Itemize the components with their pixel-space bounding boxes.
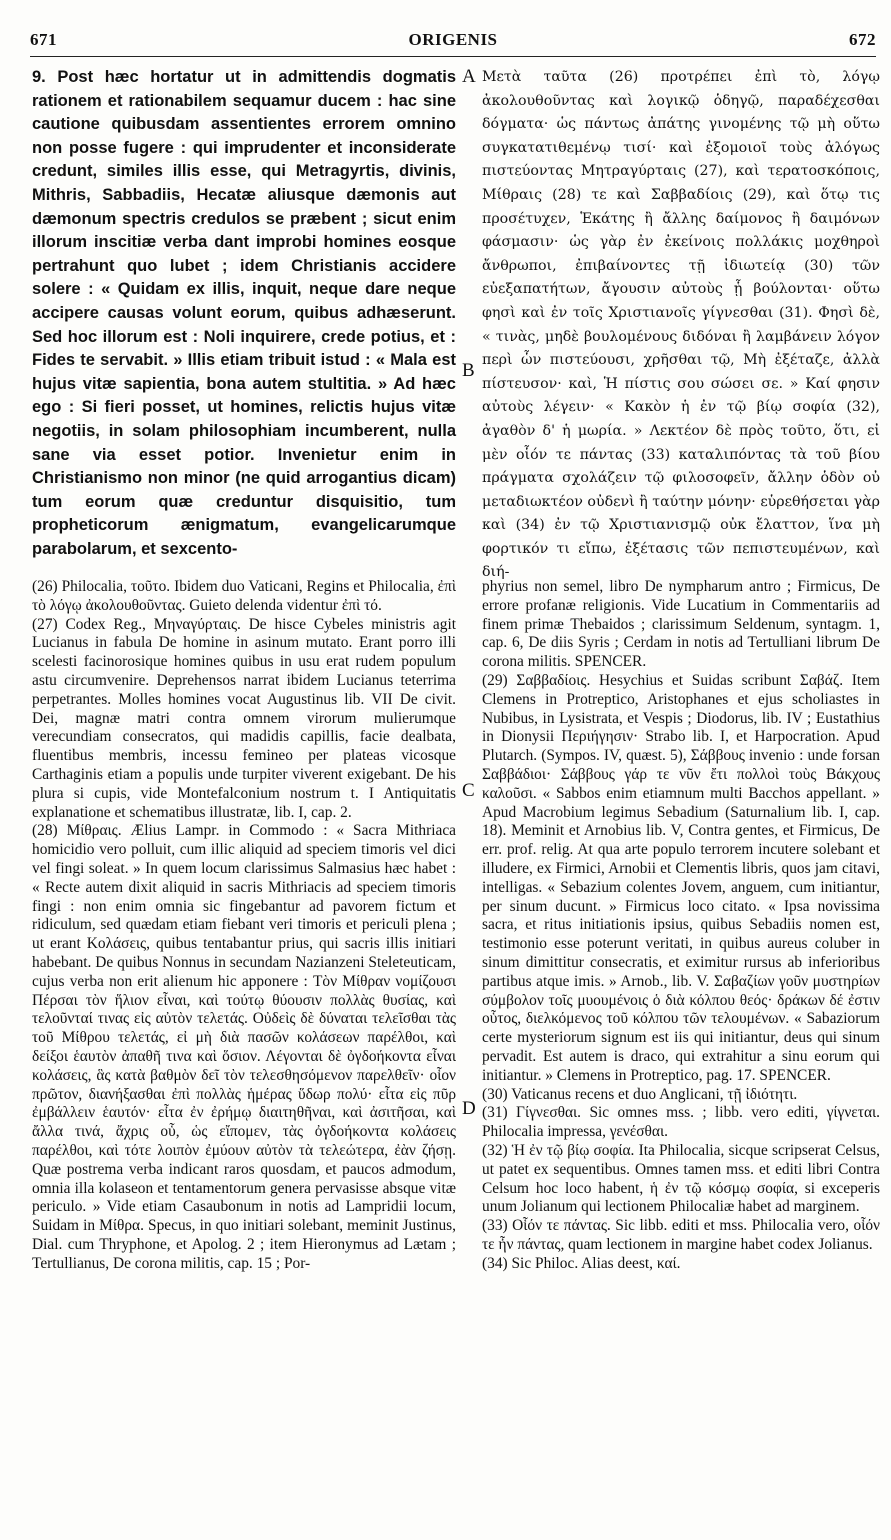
footnote-28: (28) Μίθραις. Ælius Lampr. in Commodo : « Sacra Mithriaca homicidio vero polluit, cum illic aliquid ad speciem timoris vel dici vel fingi soleat. » In quem locum clarissimus Salmasius hæc habet : « Recte autem dixit aliquid in sacris Mithriacis ad speciem timoris fingi : non enim omnia sic fingebantur ad pavorem fictum et ridiculum, sed quædam etiam fiebant veri timoris et periculi plena ; ut erant Κολάσεις, quibus tentabantur prius, qui sacris illis initiari habebant. De quibus Nonnus in secundam Nazianzeni Steleteuticam, cujus verba non erit alienum hic apponere : Τὸν Μίθραν νομίζουσι Πέρσαι τὸν ἥλιον εἶναι, καὶ τούτῳ θύουσιν πολλὰς θυσίας, καὶ τελοῦνταί τινας εἰς αὐτὸν τελετάς. Οὐδεὶς δὲ δύναται τελεῖσθαι τὰς τοῦ Μίθρου τελετάς, εἰ μὴ διὰ πασῶν κολάσεων παρέλθοι, καὶ δείξοι ἑαυτὸν ἀπαθῆ τινα καὶ ὅσιον. Λέγονται δὲ ὀγδοήκοντα εἶναι κολάσεις, ἃς κατὰ βαθμὸν δεῖ τὸν τελεσθησόμενον παρελθεῖν· οἷον πρῶτον, διανήξασθαι ἐπὶ πολλὰς ἡμέρας ὕδωρ πολύ· εἶτα εἰς πῦρ ἐμβάλλειν ἑαυτόν· εἶτα ἐν ἐρήμῳ διαιτηθῆναι, καὶ ἀσιτῆσαι, καὶ ἄλλα τινά, ἄχρις οὗ, ὡς εἴπομεν, τὰς ὀγδοήκοντα κολάσεις παρέλθοι, καὶ τότε λοιπὸν ἐμύουν αὐτὸν τὰ τελεώτερα, ἐὰν ζήσῃ. Quæ postrema verba indicant raros quosdam, et paucos admodum, omnia illa kolaseon et tentamentorum genera pervasisse absque vitæ periculo. » Vide etiam Casaubonum in notis ad Lampridii locum, Suidam in Μίθρα. Specus, in quo initiari solebant, meminit Justinus, Dial. cum Thryphone, et Apolog. 2 ; item Hieronymus ad Lætam ; Tertullianus, De corona militis, cap. 15 ; Por- bbox=[32, 822, 456, 1272]
page-header bbox=[30, 30, 876, 62]
greek-text-column bbox=[482, 66, 880, 581]
page-number-left: 671 bbox=[30, 30, 57, 49]
latin-text-column bbox=[32, 66, 456, 566]
footnote-28-continued: phyrius non semel, libro De nympharum antro ; Firmicus, De errore profanæ religionis. Vide Lucatium in Commentariis ad finem primæ Thebaidos ; clarissimum Seldenum, syntagm. 1, cap. 6, De diis Syris ; Cerdam in notis ad Tertulliani librum De corona militis. SPENCER. bbox=[482, 578, 880, 671]
footnote-26: (26) Philocalia, τοῦτο. Ibidem duo Vaticani, Regins et Philocalia, ἐπὶ τὸ λόγῳ ἀκολουθοῦντας. Guieto delenda videntur ἐπὶ τό. bbox=[32, 578, 456, 614]
margin-letter-b: B bbox=[462, 360, 475, 381]
margin-letter-c: C bbox=[462, 780, 475, 801]
latin-paragraph: 9. Post hæc hortatur ut in admittendis dogmatis rationem et rationabilem sequamur ducem : hac sine cautione quibusdam assentientes errorem omnino non posse fugere : qui imprudenter et inconsiderate credunt, similes illis esse, qui Metragyrtis, divinis, Mithris, Sabbadiis, Hecatæ aliusque dæmonis aut dæmonum spectris credulos se præbent ; sicut enim illorum inscitiæ verba dant improbi homines eosque pertrahunt quo lubet ; idem Christianis accidere solere : « Quidam ex illis, inquit, neque dare neque accipere causas volunt eorum, quibus adhæserunt. Sed hoc illorum est : Noli inquirere, crede potius, et : Fides te servabit. » Illis etiam tribuit istud : « Mala est hujus vitæ sapientia, bona autem stultitia. » Ad hæc ego : Si fieri posset, ut homines, relictis hujus vitæ negotiis, in solam philosophiam incumberent, nulla sane via esset potior. Invenietur enim in Christianismo non minor (ne quid arrogantius dicam) tum eorum quæ creduntur disquisitio, tum propheticorum ænigmatum, evangelicarumque parabolarum, et sexcento- bbox=[32, 68, 456, 558]
footnote-29: (29) Σαββαδίοις. Hesychius et Suidas scribunt Σαβάζ. Item Clemens in Protreptico, Aristophanes et ejus scholiastes in Nubibus, in Lysistrata, et Vespis ; Diodorus, lib. IV ; Eustathius in Dionysii Περιήγησιν· Strabo lib. I, et Harpocration. Apud Plutarch. (Sympos. IV, quæst. 5), Σάββους invenio : unde forsan Σαββάδιοι· Σάββους γάρ τε νῦν ἔτι πολλοὶ τοὺς Βάκχους καλοῦσι. « Sabbos enim etiamnum multi Bacchos appellant. » Apud Macrobium legimus Sebadium (Saturnalium lib. I, cap. 18). Meminit et Arnobius lib. V, Contra gentes, et Firmicus, De err. prof. relig. At qua arte populo terrorem incutere solebant et illudere, ex Firmici, Arnobii et Clementis libris, quos jam citavi, intelligas. « Sebazium colentes Jovem, anguem, cum initiantur, per sinum ducunt. » Firmicus loco citato. « Ipsa novissima sacra, et ritus initiationis ipsius, quibus Sebadiis nomen est, testimonio esse poterunt veritati, in quibus aureus coluber in sinum dimittitur consecratis, et eximitur rursus ab inferioribus partibus atque imis. » Arnob., lib. V. Σαβαζίων γοῦν μυστηρίων σύμβολον τοῖς μυουμένοις ὁ διὰ κόλπου θεός· δράκων δέ ἐστιν οὗτος, διελκόμενος τοῦ κόλπου τῶν τελουμένων. « Sabaziorum certe mysteriorum signum est iis qui initiantur, deus qui sinum pervadit. Est autem is draco, qui extrahitur a sinu eorum qui initiantur. » Clemens in Protreptico, pag. 17. SPENCER. bbox=[482, 671, 880, 1084]
margin-letter-a: A bbox=[462, 66, 476, 87]
page-number-right: 672 bbox=[849, 30, 876, 49]
notes-left-column bbox=[32, 578, 456, 1528]
footnote-32: (32) Ἡ ἐν τῷ βίῳ σοφία. Ita Philocalia, sicque scripserat Celsus, ut patet ex sequentibus. Omnes tamen mss. et editi libri Contra Celsum hoc loco habent, ἡ ἐν τῷ κόσμῳ σοφία, si exceperis unum Jolianum qui lectionem Philocaliæ habet ad marginem. bbox=[482, 1141, 880, 1216]
footnote-27: (27) Codex Reg., Μηναγύρταις. De hisce Cybeles ministris agit Lucianus in fabula De homine in asinum mutato. Erant porro illi scelesti facinorosique homines quibus in usu erat rudem populum astu circumvenire. Deprehensos narrat ibidem Lucianus teterrima perpetrantes. Molles homines vocat Augustinus lib. VII De civit. Dei, magnæ matri contra omnem virorum mulierumque verecundiam consecratos, qui madidis capillis, facie dealbata, fluentibus membris, incessu femineo per plateas vicosque Carthaginis etiam a populis unde turpiter viverent exigebant. De his plura si cupis, vide Montefalconium nostrum t. I Antiquitatis explanatione et schematibus illustratæ, lib. I, cap. 2. bbox=[32, 615, 456, 821]
notes-right-column bbox=[482, 578, 880, 1528]
header-rule bbox=[30, 56, 876, 57]
footnote-33: (33) Οἷόν τε πάντας. Sic libb. editi et mss. Philocalia vero, οἷόν τε ἦν πάντας, quam lectionem in margine habet codex Jolianus. bbox=[482, 1217, 880, 1253]
greek-paragraph: Μετὰ ταῦτα (26) προτρέπει ἐπὶ τὸ, λόγῳ ἀκολουθοῦντας καὶ λογικῷ ὁδηγῷ, παραδέχεσθαι δόγματα· ὡς πάντως ἀπάτης γινομένης τῷ μὴ οὕτω συγκατατιθεμένῳ τισί· καὶ ἐξομοιοῖ τοὺς ἀλόγως πιστεύοντας Μητραγύρταις (27), καὶ τερατοσκόποις, Μίθραις (28) τε καὶ Σαββαδίοις (29), καὶ ὅτῳ τις προσέτυχεν, Ἑκάτης ἢ ἄλλης δαίμονος ἢ δαιμόνων φάσμασιν· ὡς γὰρ ἐν ἐκείνοις πολλάκις μοχθηροὶ ἄνθρωποι, ἐπιβαίνοντες τῇ ἰδιωτείᾳ (30) τῶν εὐεξαπατήτων, ἄγουσιν αὐτοὺς ᾗ βούλονται· οὕτω φησὶ καὶ ἐν τοῖς Χριστιανοῖς γίγνεσθαι (31). Φησὶ δὲ, « τινὰς, μηδὲ βουλομένους διδόναι ἢ λαμβάνειν λόγον περὶ ὧν πιστεύουσι, χρῆσθαι τῷ, Μὴ ἐξέταζε, ἀλλὰ πίστευσον· καὶ, Ἡ πίστις σου σώσει σε. » Καί φησιν αὐτοὺς λέγειν· « Κακὸν ἡ ἐν τῷ βίῳ σοφία (32), ἀγαθὸν δ' ἡ μωρία. » Λεκτέον δὲ πρὸς τοῦτο, ὅτι, εἰ μὲν οἷόν τε πάντας (33) καταλιπόντας τὰ τοῦ βίου πράγματα σχολάζειν τῷ φιλοσοφεῖν, ἄλλην ὁδὸν οὐ μεταδιωκτέον οὐδενὶ ἢ ταύτην μόνην· εὑρεθήσεται γὰρ καὶ (34) ἐν τῷ Χριστιανισμῷ οὐκ ἔλαττον, ἵνα μὴ φορτικόν τι εἴπω, ἐξέτασις τῶν πεπιστευμένων, καὶ διή- bbox=[482, 69, 880, 581]
footnote-31: (31) Γίγνεσθαι. Sic omnes mss. ; libb. vero editi, γίγνεται. Philocalia impressa, γενέσθαι. bbox=[482, 1104, 880, 1141]
footnote-30: (30) Vaticanus recens et duo Anglicani, τῇ ἰδιότητι. bbox=[482, 1085, 798, 1103]
margin-letter-d: D bbox=[462, 1098, 476, 1119]
footnote-34: (34) Sic Philoc. Alias deest, καί. bbox=[482, 1254, 681, 1272]
running-title: ORIGENIS bbox=[408, 30, 498, 49]
